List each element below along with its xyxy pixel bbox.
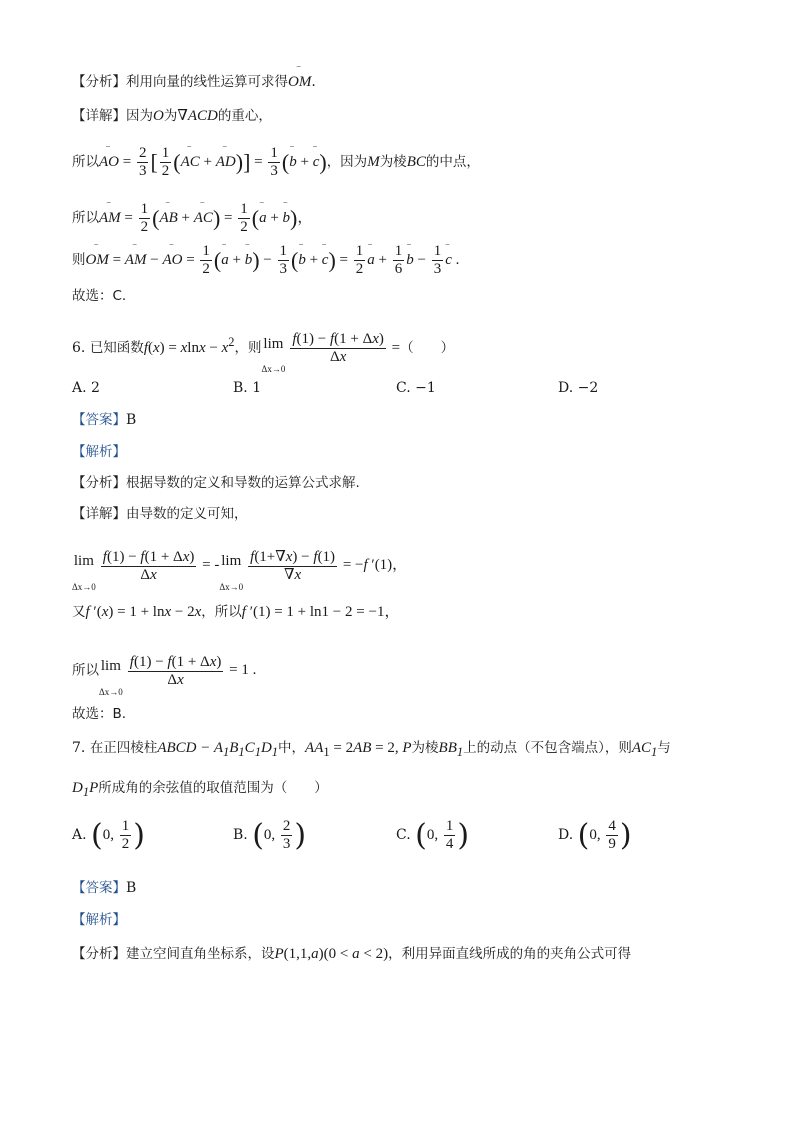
suoyi-text: 所以: [72, 154, 99, 170]
analysis-text: 利用向量的线性运算可求得: [126, 74, 288, 90]
option-letter: D.: [558, 826, 574, 843]
q7-number: 7.: [72, 740, 86, 756]
q7-analysis: [72, 944, 631, 964]
option-letter: B.: [233, 826, 248, 843]
q6-eq1: [72, 540, 407, 592]
q7-stem-mid2: 为棱: [411, 740, 439, 756]
q6-option-a[interactable]: A. 2: [72, 380, 100, 396]
you-text: 又: [72, 604, 86, 620]
analysis-label: 【分析】: [72, 74, 126, 90]
analysis-label: 【分析】: [72, 475, 126, 491]
q7-stem-mid: 中，: [278, 740, 306, 756]
q6-jiexi: 【解析】: [72, 444, 126, 460]
detail-label: 【详解】: [72, 108, 126, 124]
q7-option-d[interactable]: [558, 818, 632, 853]
q6-answer: [72, 410, 136, 430]
q6-limit-derivation: lim Δx→0 $\frac{f(1) - f(1 + \Delta x)}{\Delta x}$ = - lim Δx→0 $\frac{f(1+\nabla x) - f(1)}{\nabla x}$ = −f ′(1)，: [72, 548, 408, 592]
ze-text: 则: [72, 252, 86, 268]
detail-label: 【详解】: [72, 506, 126, 522]
detail-text: 由导数的定义可知，: [126, 506, 248, 522]
q7-option-a[interactable]: [72, 818, 145, 853]
q7-stem-yu: 与: [657, 740, 671, 756]
q6-choice: 故选：B.: [72, 706, 127, 722]
q6-derivative: f ′(x) = 1 + lnx − 2x: [85, 604, 202, 620]
math-triangle-acd: ∇ACD: [177, 108, 218, 124]
math-o: O: [153, 108, 164, 124]
analysis-text: 建立空间直角坐标系，设: [126, 946, 275, 962]
s5-eq3: [72, 240, 459, 281]
q6-stem-mid: ，则: [234, 340, 262, 356]
option-letter: C.: [396, 826, 411, 843]
q7-ac1: $AC_1$: [631, 740, 658, 759]
q7-answer: [72, 878, 136, 898]
q6-option-d[interactable]: D. −2: [558, 380, 599, 396]
math-m: M: [367, 154, 380, 170]
answer-value: B: [126, 412, 137, 428]
q6-detail: [72, 504, 248, 524]
because-text: ，因为: [326, 154, 368, 170]
q7-stem-mid3: 上的动点（不包含端点），则: [463, 740, 632, 756]
suoyi-text: ，所以: [201, 604, 242, 620]
s5-detail: [72, 106, 272, 126]
option-range: (0, $\frac{2}{3}$ ): [252, 818, 307, 853]
q6-analysis: [72, 473, 360, 493]
analysis-text2: ，利用异面直线所成的角的夹角公式可得: [388, 946, 632, 962]
q7-point: P(1,1,a)(0 < a < 2): [274, 946, 389, 962]
option-letter: A.: [72, 826, 87, 843]
option-range: (0, $\frac{4}{9}$ ): [577, 818, 632, 853]
detail-text2: 为: [163, 108, 178, 124]
q7-stem-line2-text: 所成角的余弦值的取值范围为（ ）: [98, 780, 328, 796]
answer-value: B: [126, 880, 137, 896]
q6-eq2: [72, 602, 399, 622]
eq-am: ‾ AM = $\frac{1}{2}$ (‾ AB + ‾ AC) = $\frac{1}{2}$ (‾ a + ‾ b)，: [99, 210, 312, 226]
eq-ao: ‾ AO = $\frac{2}{3}$ [ $\frac{1}{2}$ (‾ AC + ‾ AD)] = $\frac{1}{3}$ (‾ b + ‾ c): [99, 154, 327, 170]
q6-number: 6.: [72, 340, 86, 356]
s5-eq1: [72, 142, 480, 183]
midpoint-text: 的中点，: [425, 154, 480, 170]
analysis-label: 【分析】: [72, 946, 126, 962]
q7-prism: ABCD − $A_1B_1C_1D_1$: [157, 740, 279, 759]
q6-limit: lim Δx→0 $\frac{f(1) - f(1 + \Delta x)}{\Delta x}$ =: [261, 331, 401, 374]
period: .: [311, 74, 316, 90]
analysis-text: 根据导数的定义和导数的运算公式求解.: [126, 475, 360, 491]
q7-d1p: $D_1P$: [72, 780, 99, 799]
q7-edge: $BB_1$: [438, 740, 464, 759]
q6-derivative-value: f ′(1) = 1 + ln1 − 2 = −1，: [241, 604, 400, 620]
s5-analysis: [72, 72, 316, 92]
q6-eq3: [72, 645, 256, 697]
q6-result: lim Δx→0 $\frac{f(1) - f(1 + \Delta x)}{\Delta x}$ = 1 .: [99, 653, 257, 697]
q6-function: $f(x) = xlnx - x^2$: [143, 335, 235, 356]
eq-om: ‾ OM = ‾ AM − ‾ AO = $\frac{1}{2}$ (‾ a + ‾ b) − $\frac{1}{3}$ (‾ b + ‾ c) = $\frac{1}{2}$ ‾ a + $\frac{1}{6}$ ‾ b − $\frac{1}{3}$ ‾ c .: [86, 252, 460, 268]
detail-text3: 的重心，: [217, 108, 272, 124]
answer-label: 【答案】: [72, 412, 126, 428]
q6-option-b[interactable]: B. 1: [233, 380, 262, 396]
suoyi-text: 所以: [72, 210, 99, 226]
q7-option-c[interactable]: [396, 818, 469, 853]
answer-label: 【答案】: [72, 880, 126, 896]
wei-leng-text: 为棱: [379, 154, 407, 170]
q6-option-c[interactable]: C. −1: [396, 380, 436, 396]
option-range: (0, $\frac{1}{2}$ ): [91, 818, 145, 853]
q7-stem: [72, 738, 671, 762]
q7-length: $AA_1 = 2AB = 2$, P: [305, 740, 412, 759]
q6-stem: [72, 322, 454, 374]
q7-stem-pre: 在正四棱柱: [89, 740, 158, 756]
vector-om: ‾ OM: [288, 72, 311, 92]
q7-option-b[interactable]: [233, 818, 306, 853]
math-bc: BC: [406, 154, 426, 170]
q7-jiexi: 【解析】: [72, 912, 126, 928]
option-range: (0, $\frac{1}{4}$ ): [415, 818, 470, 853]
q6-stem-end: （ ）: [400, 340, 455, 356]
q7-stem-line2: [72, 778, 328, 802]
suoyi-text: 所以: [72, 662, 99, 679]
s5-choice: 故选：C.: [72, 288, 127, 304]
detail-text: 因为: [126, 108, 153, 124]
q6-stem-pre: 已知函数: [89, 340, 144, 356]
